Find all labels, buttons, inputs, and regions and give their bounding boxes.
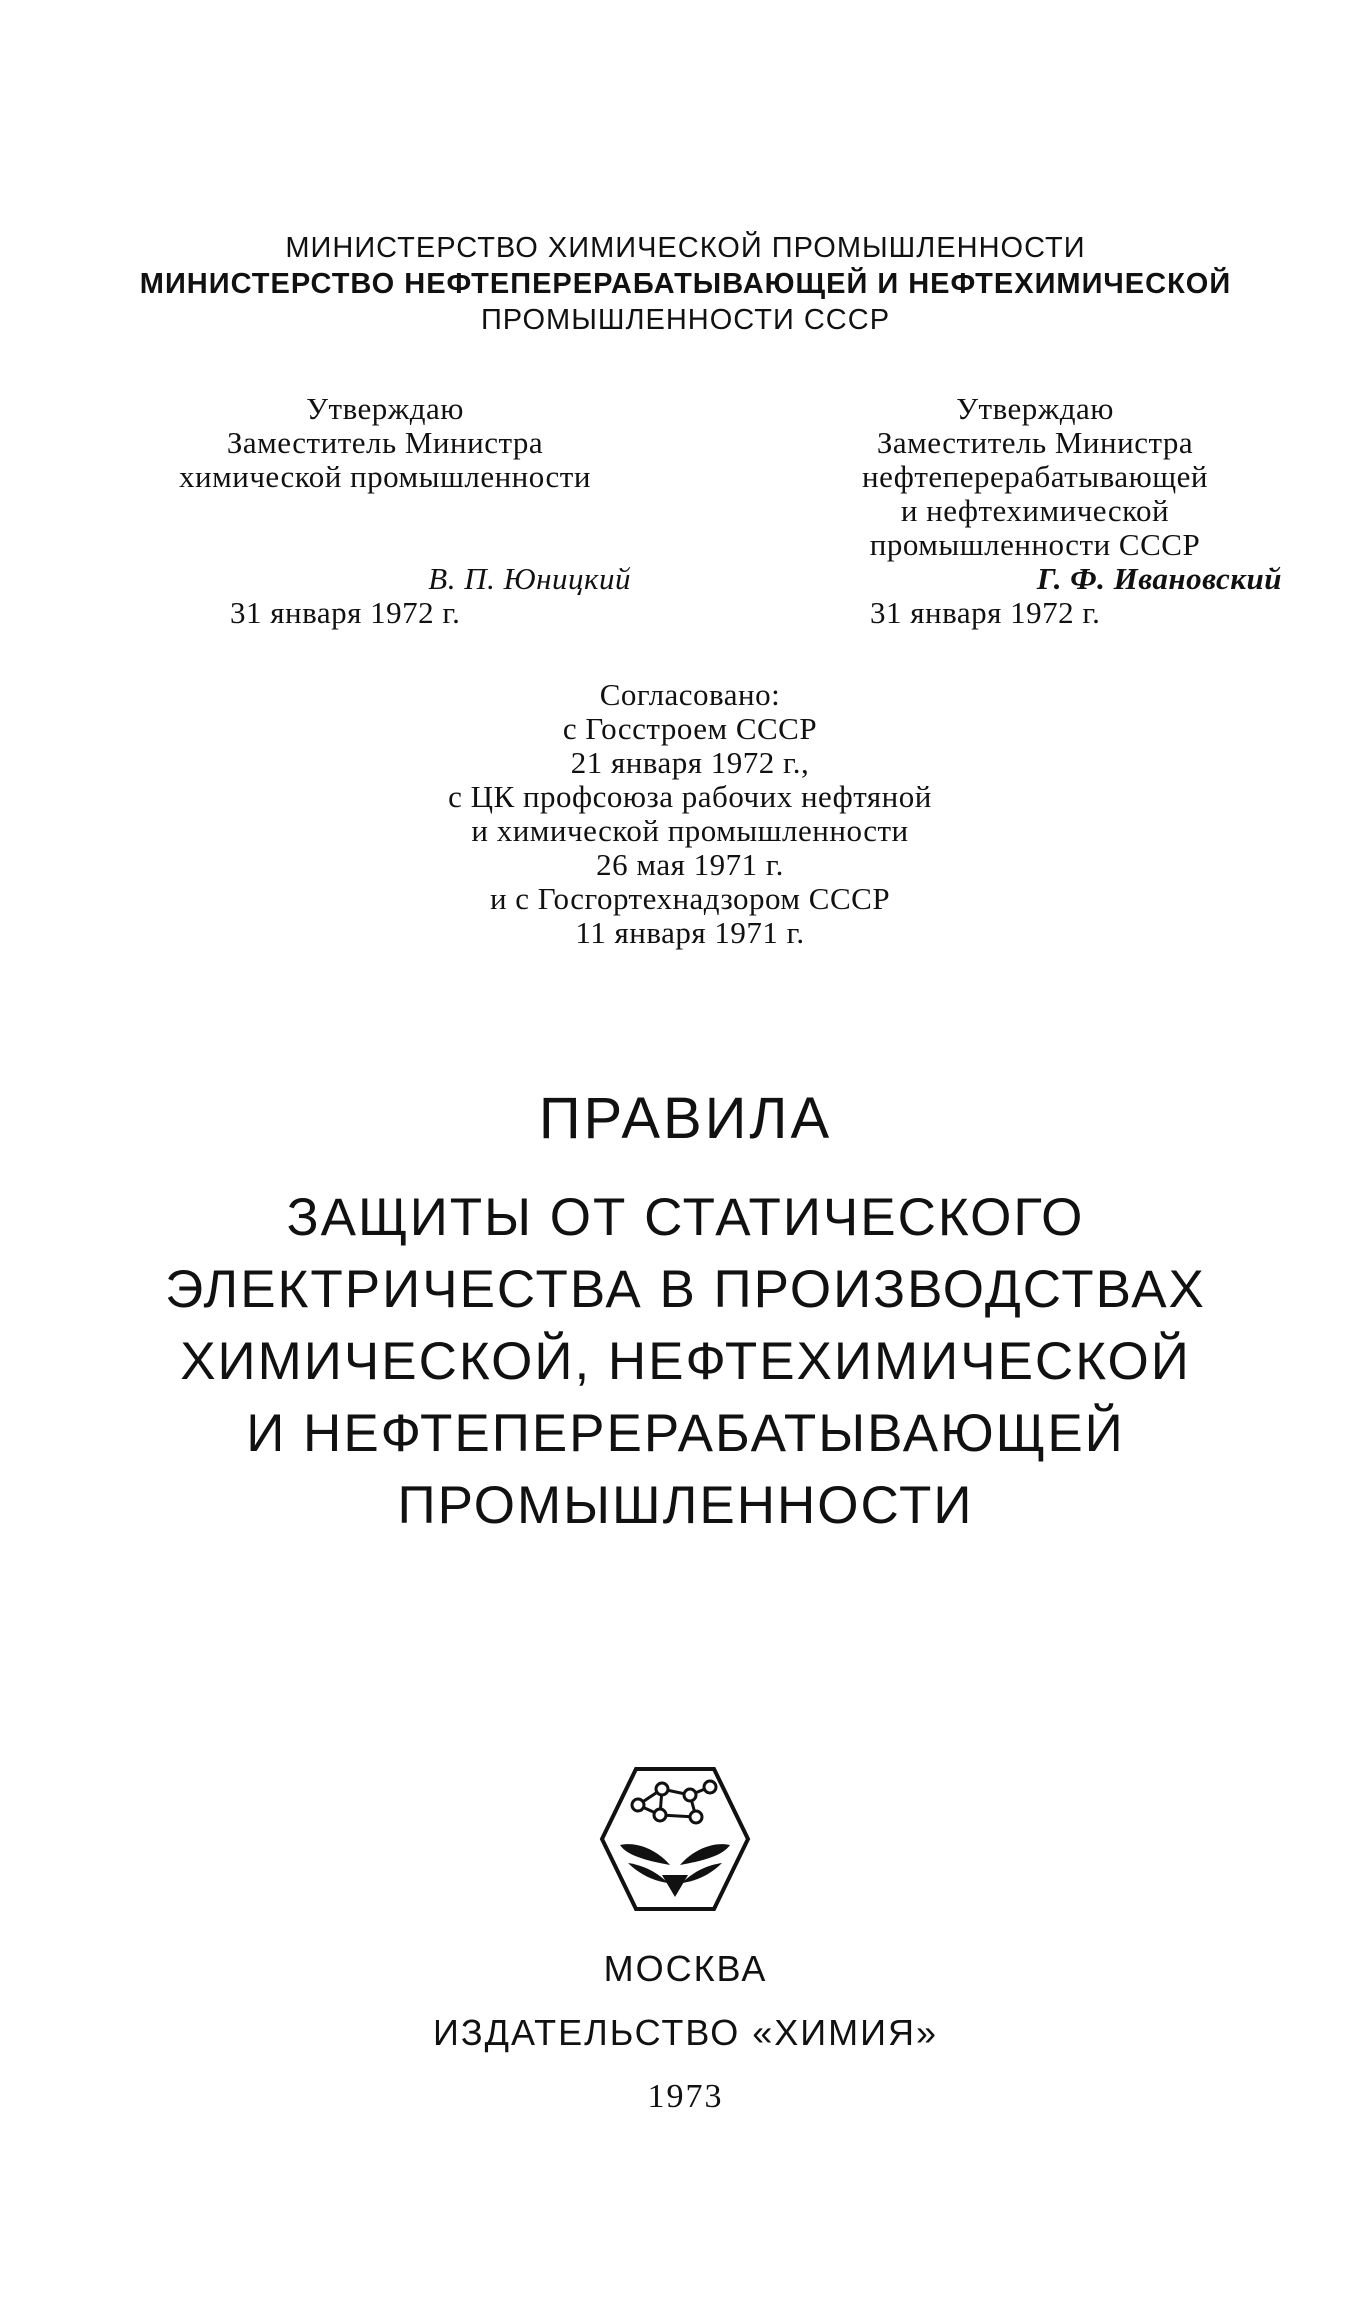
agreed-line: 11 января 1971 г. xyxy=(575,915,805,950)
agreed-line: и химической промышленности xyxy=(471,813,909,848)
subtitle-line: ХИМИЧЕСКОЙ, НЕФТЕХИМИЧЕСКОЙ xyxy=(180,1332,1191,1391)
header-line: ПРОМЫШЛЕННОСТИ СССР xyxy=(480,304,891,336)
approval-line: Утверждаю xyxy=(956,391,1114,426)
agreed-line: Согласовано: xyxy=(599,677,781,712)
agreed-line: с ЦК профсоюза рабочих нефтяной xyxy=(448,779,932,814)
imprint-publisher: ИЗДАТЕЛЬСТВО «ХИМИЯ» xyxy=(432,2012,939,2053)
ministries-header xyxy=(60,230,1311,338)
approval-line: нефтеперерабатывающей xyxy=(862,459,1208,494)
document-title: ПРАВИЛА xyxy=(538,1086,833,1151)
subtitle-line: ЗАЩИТЫ ОТ СТАТИЧЕСКОГО xyxy=(286,1188,1085,1247)
approval-date: 31 января 1972 г. xyxy=(870,595,1101,630)
approval-block-left xyxy=(125,392,645,630)
agreed-block xyxy=(280,678,1100,950)
approval-line: химической промышленности xyxy=(179,459,591,494)
agreed-line: 26 мая 1971 г. xyxy=(596,847,784,882)
header-line: МИНИСТЕРСТВО ХИМИЧЕСКОЙ ПРОМЫШЛЕННОСТИ xyxy=(285,232,1086,264)
approval-block-right xyxy=(800,391,1282,630)
agreed-line: и с Госгортехнадзором СССР xyxy=(489,881,891,916)
agreed-line: с Госстроем СССР xyxy=(562,711,818,746)
subtitle-line: И НЕФТЕПЕРЕРАБАТЫВАЮЩЕЙ xyxy=(246,1404,1125,1463)
header-line: МИНИСТЕРСТВО НЕФТЕПЕРЕРАБАТЫВАЮЩЕЙ И НЕФТЕХИМИЧЕСКОЙ xyxy=(139,268,1232,300)
spacer xyxy=(125,494,645,528)
spacer xyxy=(125,528,645,562)
approval-line: Заместитель Министра xyxy=(876,425,1194,460)
agreed-line: 21 января 1972 г., xyxy=(570,745,810,780)
document-subtitle xyxy=(60,1182,1311,1542)
approval-signatory: В. П. Юницкий xyxy=(428,561,631,596)
imprint-city: МОСКВА xyxy=(603,1948,768,1989)
approval-signatory: Г. Ф. Ивановский xyxy=(1036,561,1282,596)
approval-date: 31 января 1972 г. xyxy=(230,595,461,630)
subtitle-line: ЭЛЕКТРИЧЕСТВА В ПРОИЗВОДСТВАХ xyxy=(165,1260,1206,1319)
publisher-logo-icon xyxy=(598,1765,752,1913)
approval-line: промышленности СССР xyxy=(869,527,1201,562)
subtitle-line: ПРОМЫШЛЕННОСТИ xyxy=(397,1476,974,1535)
approval-line: и нефтехимической xyxy=(900,493,1170,528)
imprint-year: 1973 xyxy=(647,2078,724,2115)
approval-line: Утверждаю xyxy=(306,391,464,426)
approval-line: Заместитель Министра xyxy=(226,425,544,460)
